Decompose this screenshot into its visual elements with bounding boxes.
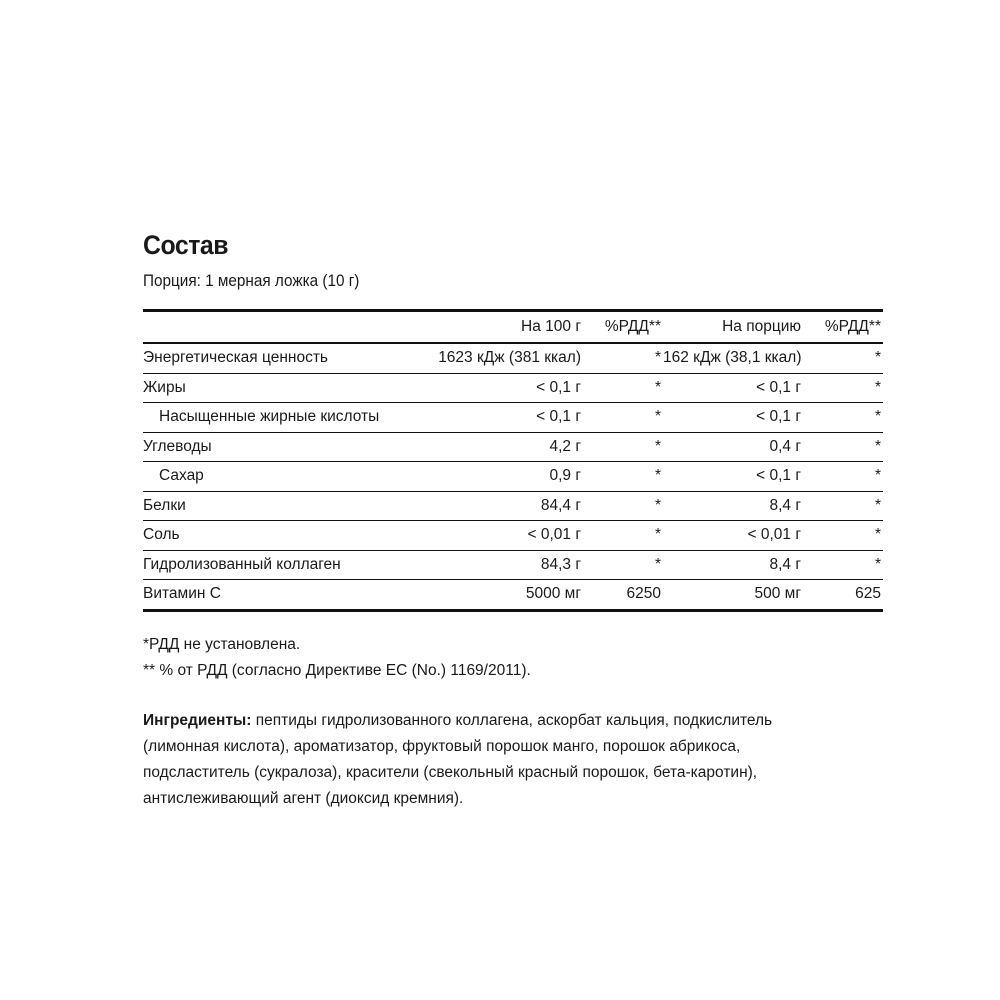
value-per-100g: 1623 кДж (381 ккал) <box>433 343 583 373</box>
value-per-100g: 84,4 г <box>433 491 583 521</box>
value-per-portion: 8,4 г <box>663 491 803 521</box>
rdd-per-portion: * <box>803 343 883 373</box>
rdd-per-100g: * <box>583 462 663 492</box>
table-row <box>143 491 883 521</box>
value-per-portion: 500 мг <box>663 580 803 611</box>
rdd-per-100g: * <box>583 373 663 403</box>
header-per-portion: На порцию <box>722 318 801 335</box>
rdd-per-portion: * <box>803 432 883 462</box>
value-per-100g: 5000 мг <box>433 580 583 611</box>
value-per-100g: < 0,1 г <box>433 373 583 403</box>
nutrient-name: Белки <box>143 491 433 521</box>
table-row <box>143 432 883 462</box>
table-row <box>143 521 883 551</box>
value-per-portion: 8,4 г <box>663 550 803 580</box>
value-per-100g: 4,2 г <box>433 432 583 462</box>
table-header-row <box>143 311 883 344</box>
ingredients-label: Ингредиенты: <box>143 711 252 729</box>
rdd-per-100g: * <box>583 403 663 433</box>
footnote-rdd-directive: ** % от РДД (согласно Директиве ЕС (No.) 1169/2011). <box>143 661 531 679</box>
rdd-per-portion: * <box>803 403 883 433</box>
table-row <box>143 580 883 611</box>
nutrition-table <box>143 309 883 612</box>
table-row <box>143 403 883 433</box>
rdd-per-portion: * <box>803 373 883 403</box>
rdd-per-100g: * <box>583 491 663 521</box>
rdd-per-portion: * <box>803 521 883 551</box>
rdd-per-100g: * <box>583 521 663 551</box>
value-per-portion: < 0,1 г <box>663 462 803 492</box>
rdd-per-100g: * <box>583 343 663 373</box>
header-rdd-100g: %РДД** <box>604 318 661 335</box>
rdd-per-portion: * <box>803 491 883 521</box>
rdd-per-portion: 625 <box>803 580 883 611</box>
composition-document <box>143 228 883 812</box>
rdd-per-100g: 6250 <box>583 580 663 611</box>
header-nutrient <box>143 311 433 344</box>
value-per-portion: < 0,01 г <box>663 521 803 551</box>
table-row <box>143 373 883 403</box>
nutrient-name: Насыщенные жирные кислоты <box>143 403 433 433</box>
value-per-100g: < 0,01 г <box>433 521 583 551</box>
nutrient-name: Жиры <box>143 373 433 403</box>
rdd-per-100g: * <box>583 432 663 462</box>
table-row <box>143 550 883 580</box>
nutrient-name: Углеводы <box>143 432 433 462</box>
value-per-portion: < 0,1 г <box>663 403 803 433</box>
value-per-portion: 162 кДж (38,1 ккал) <box>663 343 803 373</box>
rdd-per-portion: * <box>803 462 883 492</box>
nutrient-name: Гидролизованный коллаген <box>143 550 433 580</box>
header-per-100g: На 100 г <box>521 318 581 335</box>
rdd-per-100g: * <box>583 550 663 580</box>
value-per-portion: 0,4 г <box>663 432 803 462</box>
nutrient-name: Соль <box>143 521 433 551</box>
value-per-100g: 84,3 г <box>433 550 583 580</box>
table-body <box>143 343 883 610</box>
ingredients <box>143 708 843 812</box>
nutrient-name: Витамин С <box>143 580 433 611</box>
value-per-100g: < 0,1 г <box>433 403 583 433</box>
page-title: Состав <box>143 230 229 260</box>
table-row <box>143 462 883 492</box>
footnote-rdd-not-set: *РДД не установлена. <box>143 635 301 653</box>
table-row <box>143 343 883 373</box>
nutrient-name: Сахар <box>143 462 433 492</box>
ingredients-text: пептиды гидролизованного коллагена, аскорбат кальция, подкислитель (лимонная кислота), ароматизатор, фруктовый порошок манго, порошок абрикоса, подсластитель (сукралоза), красители (свекольный красный порошок, бета-каротин), антислеживающий агент (диоксид кремния). <box>143 711 773 807</box>
nutrient-name: Энергетическая ценность <box>143 343 433 373</box>
serving-size: Порция: 1 мерная ложка (10 г) <box>143 271 360 290</box>
header-rdd-portion: %РДД** <box>824 318 881 335</box>
footnotes <box>143 632 883 684</box>
value-per-100g: 0,9 г <box>433 462 583 492</box>
value-per-portion: < 0,1 г <box>663 373 803 403</box>
rdd-per-portion: * <box>803 550 883 580</box>
